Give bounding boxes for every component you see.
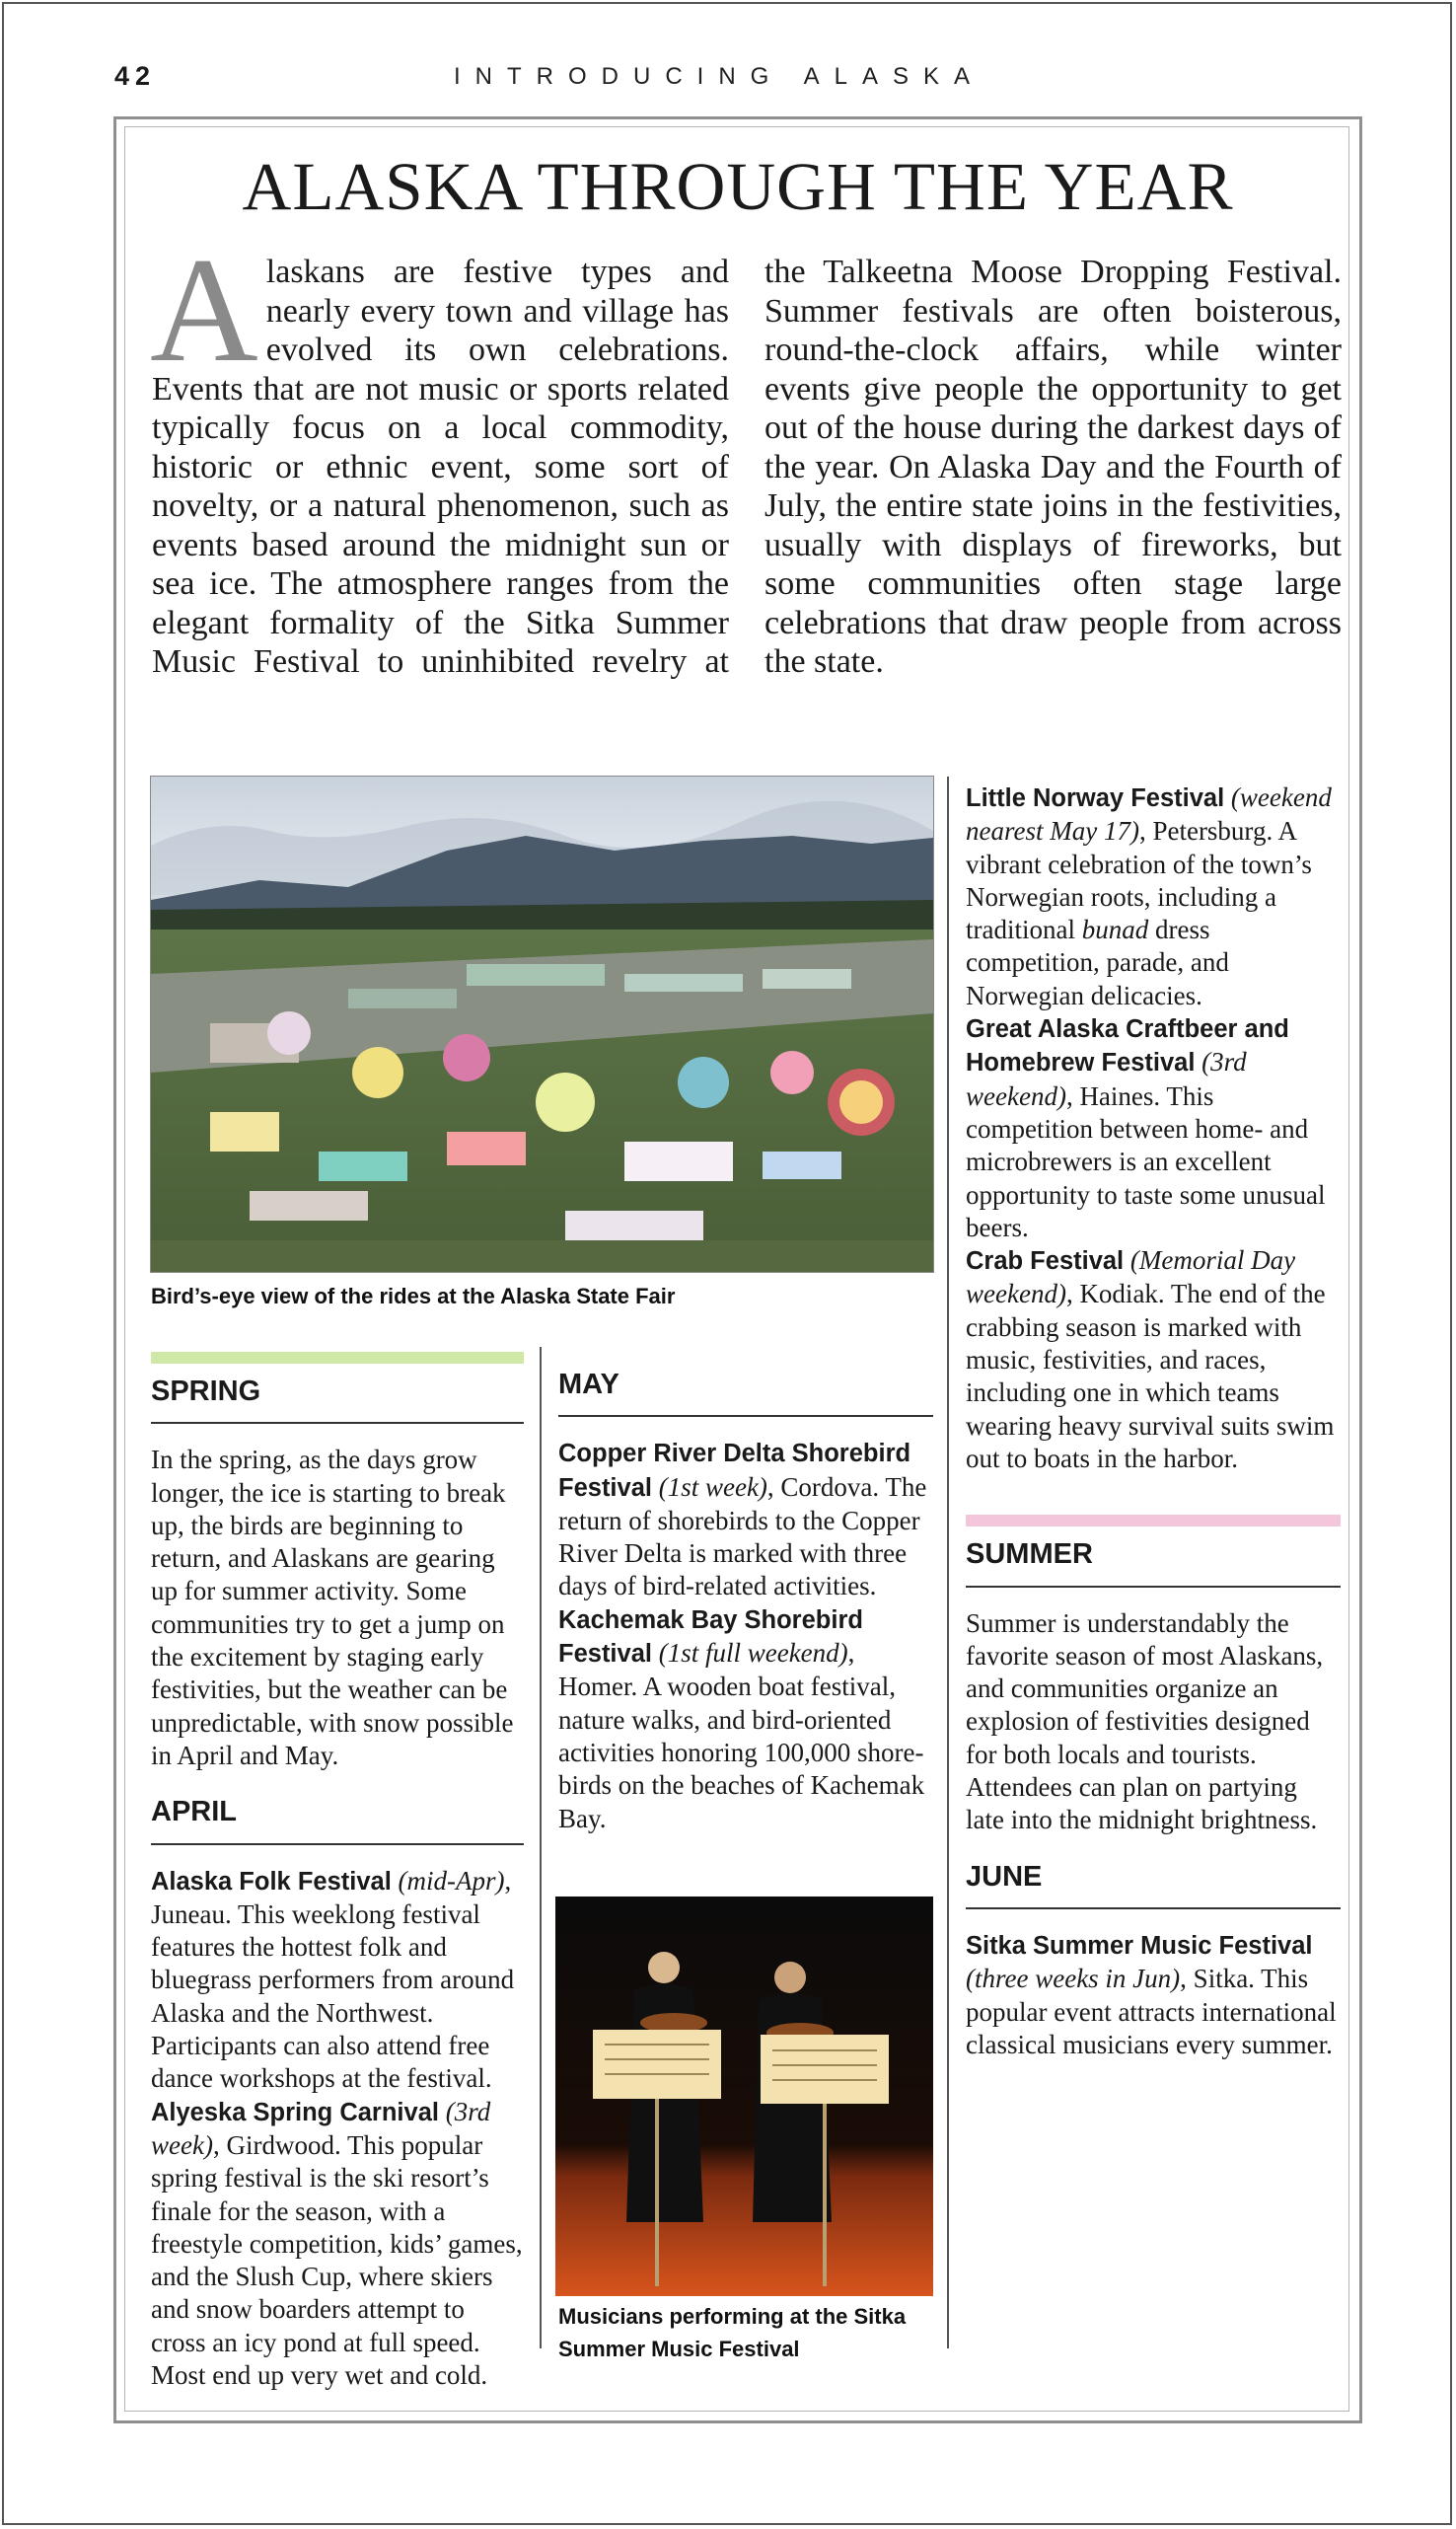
event-description: , Haines. This competition between home- and microbrewers is an excellent opportunity to taste some unusual beers. — [966, 1080, 1326, 1242]
event-alaska-folk-festival — [151, 1865, 524, 2096]
musicians-photo — [555, 1897, 933, 2296]
column-3 — [966, 781, 1341, 2061]
event-description: , Kodiak. The end of the crabbing season is marked with music, festivities, and races, including one in which teams wearing heavy survival suits swim out to boats in the harbor. — [966, 1279, 1335, 1473]
event-date: (weekend nearest May 17) — [966, 782, 1332, 847]
event-name: Alaska Folk Festival — [151, 1867, 392, 1896]
event-name: Sitka Summer Music Festival — [966, 1931, 1313, 1960]
page-number: 42 — [114, 61, 157, 91]
column-2 — [558, 1345, 933, 1835]
event-alyeska-spring-carnival — [151, 2096, 524, 2393]
event-crab-festival — [966, 1244, 1341, 1475]
summer-color-bar — [966, 1515, 1341, 1526]
summer-intro: Summer is understandably the favorite season of most Alaskans, and communities organize an explosion of festivities designed for both locals and tourists. Attendees can plan on partying late into the midnight brightness. — [966, 1607, 1324, 1835]
column-rule-2 — [947, 777, 949, 2348]
april-heading: APRIL — [151, 1796, 524, 1844]
event-name: Great Alaska Craftbeer and Homebrew Festival — [966, 1015, 1289, 1078]
musicians-illustration — [555, 1897, 933, 2296]
event-date: (three weeks in Jun) — [966, 1964, 1181, 1994]
column-rule-1 — [540, 1347, 542, 2348]
state-fair-illustration — [151, 777, 933, 1272]
event-copper-river-delta-shorebird-festival — [558, 1437, 933, 1602]
event-description-end: dress competition, parade, and Norwegian delicacies. — [966, 915, 1229, 1010]
drop-cap: A — [150, 227, 258, 393]
event-name: Copper River Delta Shorebird Festival — [558, 1440, 911, 1502]
event-description: , Girdwood. This popular spring festival is the ski resort’s finale for the season, with a freestyle competition, kids’ games, and the Slush Cup, where skiers and snow boarders attempt to cross an icy pond at full speed. Most end up very wet and cold. — [151, 2129, 523, 2391]
intro-body: laskans are festive types and nearly every town and village has evolved its own celebrations. Events that are not music or sports related typically focus on a local commodity, historic or ethnic event, some sort of novelty, or a natural phenomenon, such as events based around the midnight sun or sea ice. The atmosphere ranges from the elegant formality of the Sitka Summer Music Festival to uninhibited revelry at the Talkeetna Moose Dropping Festival. Summer festivals are often boisterous, round-the-clock affairs, while winter events give people the opportunity to get out of the house during the darkest days of the year. On Alaska Day and the Fourth of July, the entire state joins in the festivities, usually with displays of fireworks, but some communities often stage large celebrations that draw people from across the state. — [152, 254, 1342, 680]
event-description: , Petersburg. A vibrant celebration of the town’s Norwegian roots, including a traditional — [966, 816, 1312, 945]
event-date: (Memorial Day weekend) — [966, 1245, 1296, 1309]
event-name: Alyeska Spring Carnival — [151, 2098, 439, 2126]
spring-intro: In the spring, as the days grow longer, the ice is starting to break up, the birds are beginning to return, and Alaskans are gearing up for summer activity. Some communities try to get a jump on the excitement by staging early festivities, but the weather can be unpredictable, with snow possible in April and May. — [151, 1445, 514, 1770]
event-little-norway-festival — [966, 781, 1341, 1012]
event-name: Kachemak Bay Shorebird Festival — [558, 1605, 863, 1669]
event-description: , Sitka. This popular event attracts international classical musicians every summer. — [966, 1964, 1337, 2059]
intro-text — [150, 227, 1342, 682]
may-heading: MAY — [558, 1369, 933, 1417]
event-date: (mid-Apr) — [398, 1865, 505, 1896]
column-1 — [151, 1352, 524, 2392]
page-title: ALASKA THROUGH THE YEAR — [242, 149, 1234, 224]
june-heading: JUNE — [966, 1861, 1341, 1909]
event-description: , Homer. A wooden boat festival, nature walks, and bird-oriented activities honoring 100,000 shore-birds on the beaches of Kachemak Bay. — [558, 1638, 925, 1833]
state-fair-caption: Bird’s-eye view of the rides at the Alaska State Fair — [151, 1284, 676, 1308]
running-head: INTRODUCING ALASKA — [454, 63, 985, 90]
event-date: (3rd weekend) — [966, 1047, 1247, 1111]
event-description: , Juneau. This weeklong festival features the hottest folk and bluegrass performers from around Alaska and the Northwest. Participants can also attend free dance workshops at the festival. — [151, 1865, 515, 2094]
event-great-alaska-craftbeer-festival — [966, 1012, 1341, 1244]
event-kachemak-bay-shorebird-festival — [558, 1603, 933, 1835]
event-description-italic: bunad — [1081, 915, 1149, 945]
event-date: (1st full weekend) — [658, 1638, 848, 1669]
summer-heading: SUMMER — [966, 1538, 1341, 1587]
event-sitka-summer-music-festival — [966, 1929, 1341, 2061]
event-name: Crab Festival — [966, 1247, 1125, 1276]
state-fair-photo — [150, 776, 934, 1273]
event-date: (3rd week) — [151, 2096, 491, 2160]
event-name: Little Norway Festival — [966, 784, 1225, 812]
spring-color-bar — [151, 1352, 524, 1364]
musicians-caption: Musicians performing at the Sitka Summer Music Festival — [558, 2304, 907, 2361]
spring-heading: SPRING — [151, 1376, 524, 1424]
event-description: , Cordova. The return of shorebirds to the Copper River Delta is marked with three days of bird-related activities. — [558, 1471, 927, 1601]
event-date: (1st week) — [658, 1471, 767, 1502]
